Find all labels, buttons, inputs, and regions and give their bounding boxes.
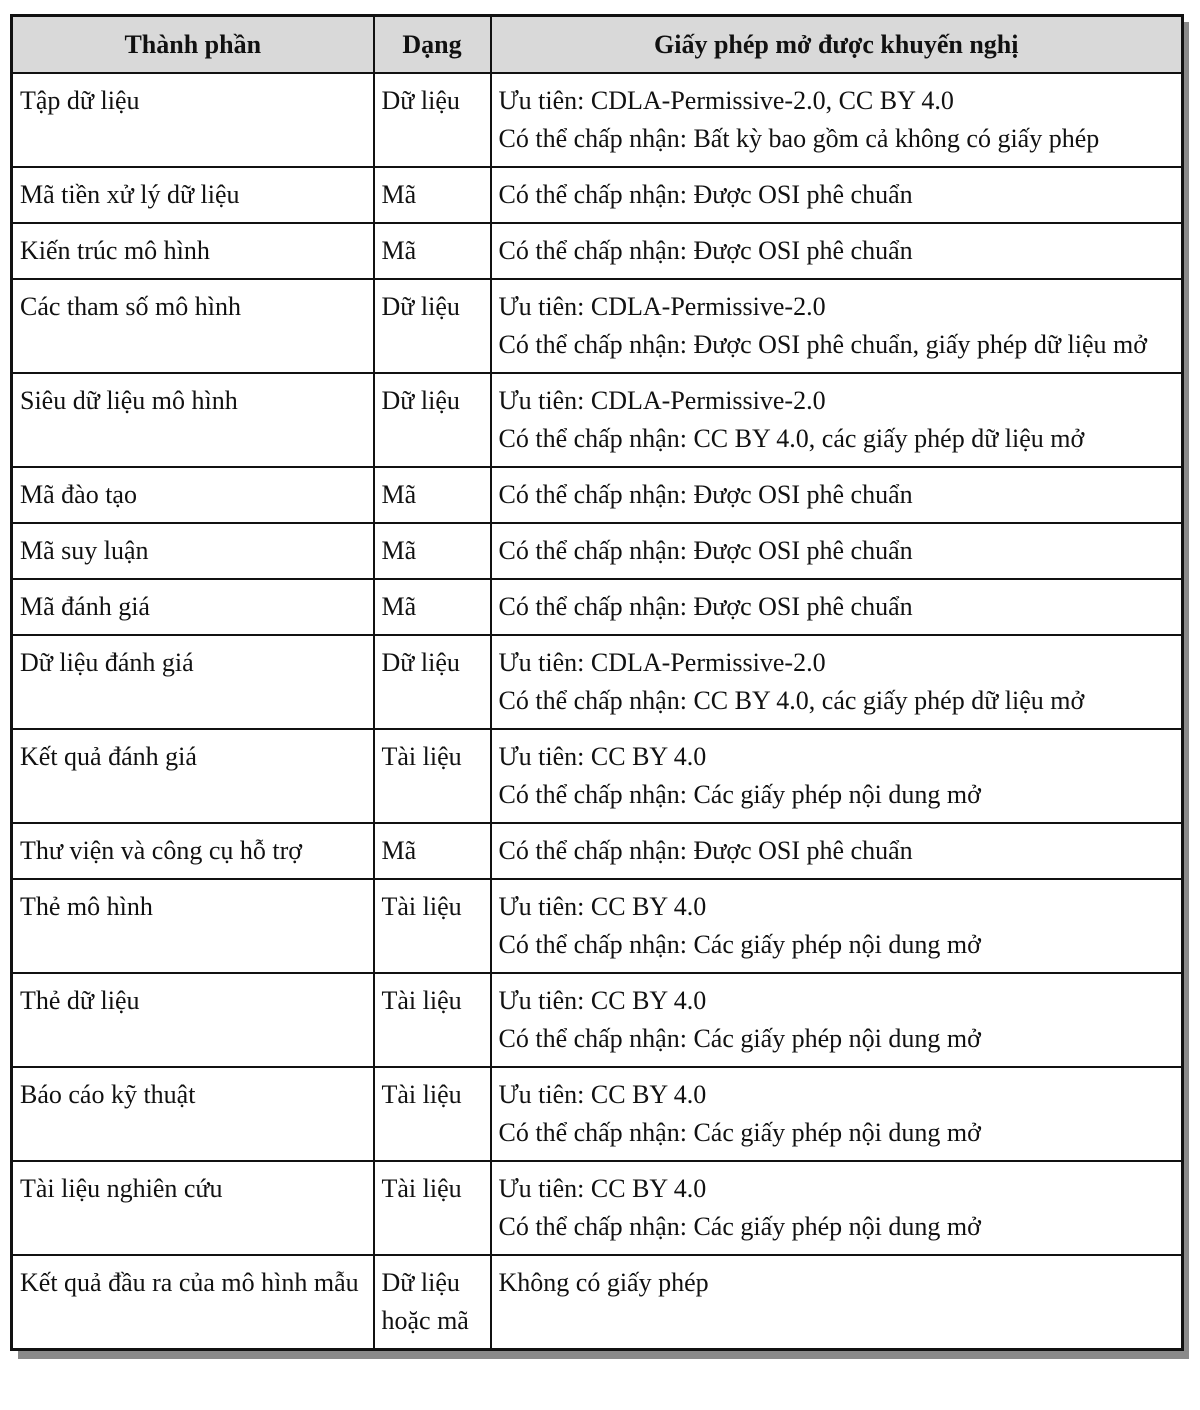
table-row: [12, 523, 1183, 579]
form-cell: Tài liệu: [374, 1067, 491, 1161]
table-row: [12, 1067, 1183, 1161]
license-cell: [491, 167, 1183, 223]
component-cell: Dữ liệu đánh giá: [12, 635, 374, 729]
table-row: [12, 579, 1183, 635]
license-line: Có thể chấp nhận: Các giấy phép nội dung mở: [498, 1118, 981, 1147]
form-cell: Tài liệu: [374, 1161, 491, 1255]
header-license: Giấy phép mở được khuyến nghị: [491, 16, 1183, 74]
form-cell: Tài liệu: [374, 973, 491, 1067]
form-cell: Mã: [374, 467, 491, 523]
form-cell: Dữ liệu: [374, 73, 491, 167]
component-cell: Báo cáo kỹ thuật: [12, 1067, 374, 1161]
license-line: Ưu tiên: CDLA-Permissive-2.0: [498, 648, 826, 677]
license-cell: [491, 373, 1183, 467]
form-cell: Dữ liệu hoặc mã: [374, 1255, 491, 1350]
component-cell: Mã suy luận: [12, 523, 374, 579]
license-line: Ưu tiên: CDLA-Permissive-2.0, CC BY 4.0: [498, 86, 954, 115]
license-line: Ưu tiên: CC BY 4.0: [498, 742, 707, 771]
license-cell: [491, 579, 1183, 635]
license-line: Có thể chấp nhận: Các giấy phép nội dung mở: [498, 780, 981, 809]
license-cell: [491, 1161, 1183, 1255]
form-cell: Tài liệu: [374, 879, 491, 973]
license-line: Ưu tiên: CC BY 4.0: [498, 1080, 707, 1109]
license-cell: [491, 823, 1183, 879]
license-line: Có thể chấp nhận: Được OSI phê chuẩn: [498, 180, 913, 209]
table-row: [12, 1255, 1183, 1350]
component-cell: Thư viện và công cụ hỗ trợ: [12, 823, 374, 879]
license-line: Có thể chấp nhận: CC BY 4.0, các giấy phép dữ liệu mở: [498, 686, 1085, 715]
form-cell: Dữ liệu: [374, 635, 491, 729]
license-cell: [491, 879, 1183, 973]
component-cell: Mã tiền xử lý dữ liệu: [12, 167, 374, 223]
license-line: Ưu tiên: CDLA-Permissive-2.0: [498, 292, 826, 321]
license-cell: [491, 635, 1183, 729]
license-cell: [491, 223, 1183, 279]
component-cell: Tài liệu nghiên cứu: [12, 1161, 374, 1255]
form-cell: Mã: [374, 223, 491, 279]
component-cell: Kiến trúc mô hình: [12, 223, 374, 279]
license-cell: [491, 523, 1183, 579]
license-line: Có thể chấp nhận: CC BY 4.0, các giấy phép dữ liệu mở: [498, 424, 1085, 453]
table-row: [12, 223, 1183, 279]
component-cell: Siêu dữ liệu mô hình: [12, 373, 374, 467]
form-cell: Mã: [374, 167, 491, 223]
license-line: Ưu tiên: CC BY 4.0: [498, 1174, 707, 1203]
table-row: [12, 635, 1183, 729]
license-cell: [491, 467, 1183, 523]
table-row: [12, 1161, 1183, 1255]
license-line: Có thể chấp nhận: Được OSI phê chuẩn: [498, 236, 913, 265]
header-form: Dạng: [374, 16, 491, 74]
table-row: [12, 167, 1183, 223]
table-row: [12, 973, 1183, 1067]
license-line: Có thể chấp nhận: Được OSI phê chuẩn, giấy phép dữ liệu mở: [498, 330, 1147, 359]
header-component: Thành phần: [12, 16, 374, 74]
license-cell: [491, 973, 1183, 1067]
component-cell: Tập dữ liệu: [12, 73, 374, 167]
table-row: [12, 467, 1183, 523]
license-cell: [491, 279, 1183, 373]
license-line: Có thể chấp nhận: Được OSI phê chuẩn: [498, 836, 913, 865]
license-cell: [491, 1067, 1183, 1161]
license-cell: [491, 73, 1183, 167]
component-cell: Mã đào tạo: [12, 467, 374, 523]
license-table-container: [10, 14, 1181, 1351]
license-line: Có thể chấp nhận: Các giấy phép nội dung mở: [498, 1024, 981, 1053]
license-line: Ưu tiên: CDLA-Permissive-2.0: [498, 386, 826, 415]
component-cell: Thẻ dữ liệu: [12, 973, 374, 1067]
component-cell: Kết quả đầu ra của mô hình mẫu: [12, 1255, 374, 1350]
table-row: [12, 373, 1183, 467]
table-header-row: [12, 16, 1183, 74]
license-line: Có thể chấp nhận: Các giấy phép nội dung mở: [498, 1212, 981, 1241]
table-row: [12, 879, 1183, 973]
license-line: Có thể chấp nhận: Được OSI phê chuẩn: [498, 480, 913, 509]
component-cell: Các tham số mô hình: [12, 279, 374, 373]
license-line: Có thể chấp nhận: Được OSI phê chuẩn: [498, 592, 913, 621]
license-line: Có thể chấp nhận: Được OSI phê chuẩn: [498, 536, 913, 565]
license-cell: [491, 1255, 1183, 1350]
license-line: Có thể chấp nhận: Các giấy phép nội dung mở: [498, 930, 981, 959]
license-line: Ưu tiên: CC BY 4.0: [498, 892, 707, 921]
component-cell: Kết quả đánh giá: [12, 729, 374, 823]
form-cell: Tài liệu: [374, 729, 491, 823]
component-cell: Thẻ mô hình: [12, 879, 374, 973]
component-cell: Mã đánh giá: [12, 579, 374, 635]
license-line: Ưu tiên: CC BY 4.0: [498, 986, 707, 1015]
form-cell: Mã: [374, 823, 491, 879]
form-cell: Mã: [374, 523, 491, 579]
table-row: [12, 729, 1183, 823]
license-line: Có thể chấp nhận: Bất kỳ bao gồm cả không có giấy phép: [498, 124, 1100, 153]
table-body: [12, 73, 1183, 1350]
form-cell: Dữ liệu: [374, 279, 491, 373]
table-row: [12, 823, 1183, 879]
table-row: [12, 279, 1183, 373]
license-cell: [491, 729, 1183, 823]
license-table: [10, 14, 1184, 1351]
table-row: [12, 73, 1183, 167]
form-cell: Dữ liệu: [374, 373, 491, 467]
license-line: Không có giấy phép: [498, 1268, 709, 1297]
form-cell: Mã: [374, 579, 491, 635]
